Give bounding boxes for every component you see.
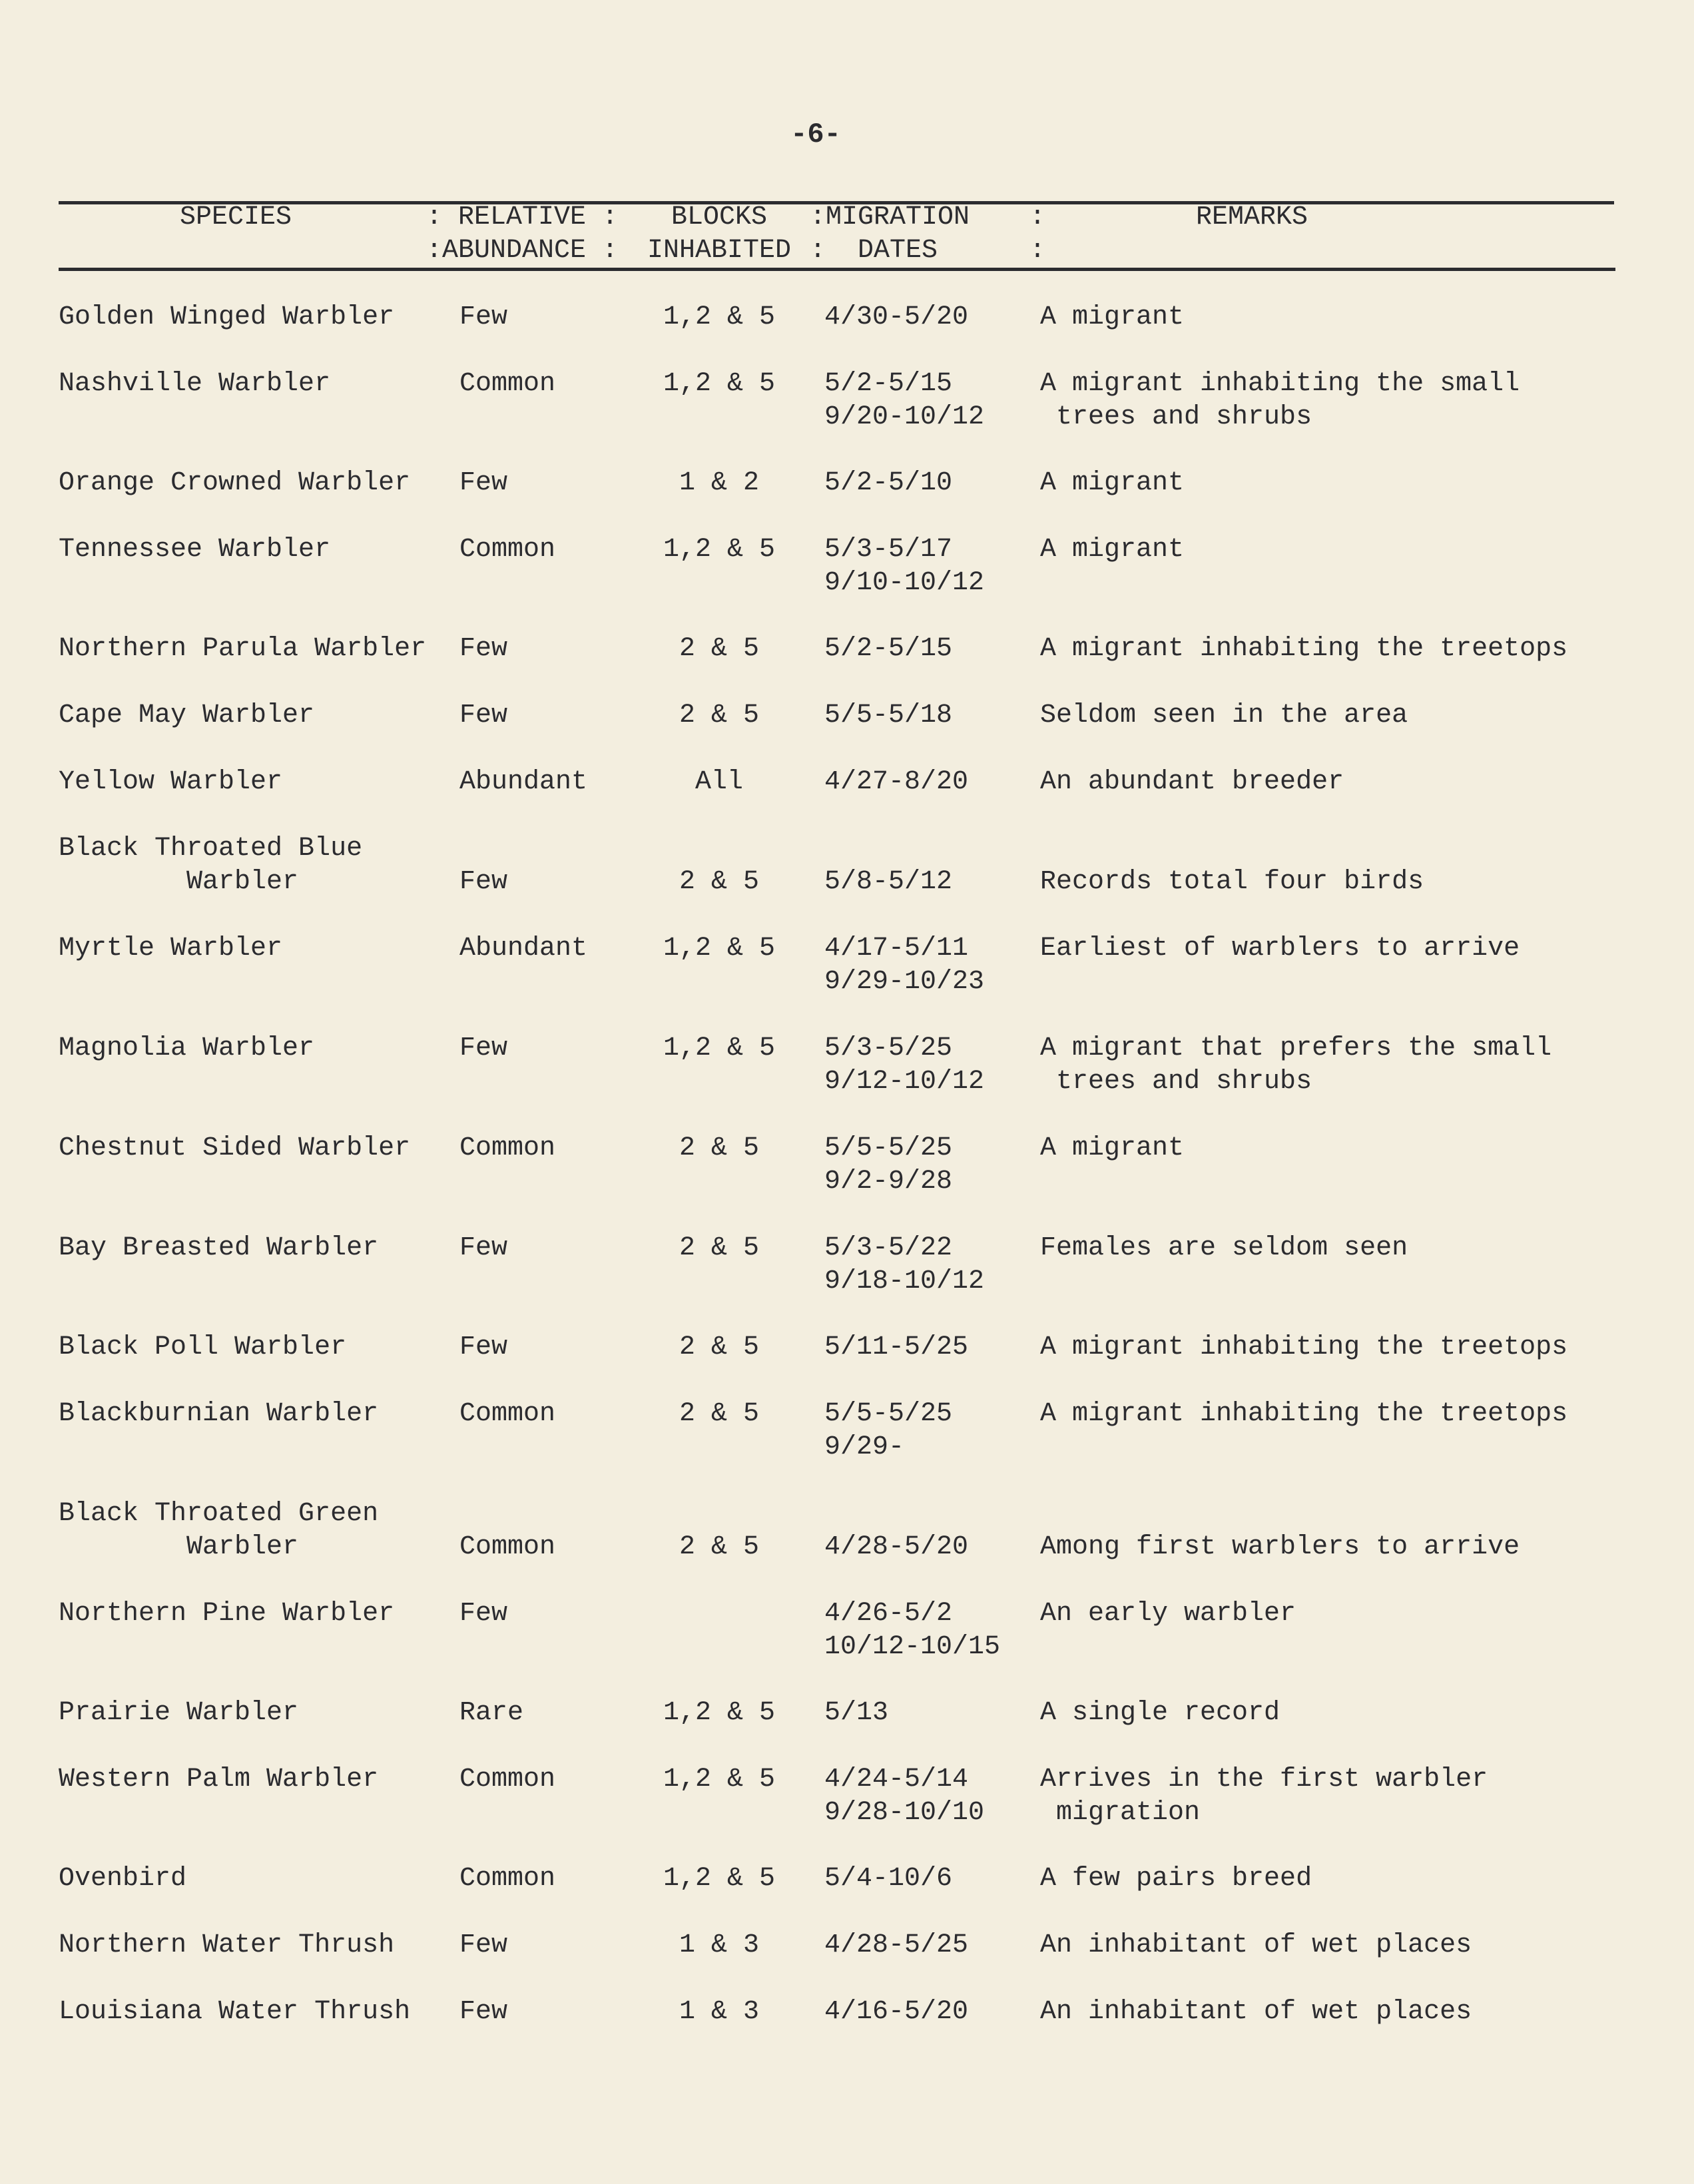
table-row	[0, 1697, 1694, 1763]
blocks-inhabited: 1,2 & 5	[663, 369, 776, 399]
blocks-inhabited: 2 & 5	[679, 1233, 760, 1263]
remarks: A single record	[1040, 1698, 1280, 1728]
relative-abundance: Few	[459, 1930, 508, 1960]
blocks-inhabited: 2 & 5	[679, 700, 760, 730]
remarks: A migrant that prefers the small trees and shrubs	[1040, 1033, 1552, 1097]
species-name: Orange Crowned Warbler	[59, 468, 411, 498]
blocks-inhabited: 1,2 & 5	[663, 1864, 776, 1894]
table-row	[0, 1929, 1694, 1996]
migration-dates: 4/17-5/11 9/29-10/23	[824, 934, 985, 997]
blocks-inhabited: 1,2 & 5	[663, 302, 776, 332]
migration-dates: 5/2-5/10	[824, 468, 953, 498]
remarks: A migrant	[1040, 468, 1185, 498]
header-bottom-rule	[59, 268, 1615, 271]
migration-dates: 4/27-8/20	[824, 767, 969, 797]
species-name: Black Throated Blue Warbler	[59, 834, 363, 897]
blocks-inhabited: 1 & 2	[679, 468, 760, 498]
remarks: Females are seldom seen	[1040, 1233, 1408, 1263]
blocks-inhabited: 2 & 5	[679, 867, 760, 897]
species-name: Louisiana Water Thrush	[59, 1997, 411, 2027]
blocks-inhabited: 2 & 5	[679, 1133, 760, 1163]
relative-abundance: Common	[459, 1399, 556, 1429]
migration-dates: 4/28-5/25	[824, 1930, 969, 1960]
migration-dates: 5/13	[824, 1698, 889, 1728]
remarks: A migrant inhabiting the small trees and shrubs	[1040, 369, 1520, 432]
relative-abundance: Abundant	[459, 767, 588, 797]
migration-dates: 5/5-5/25 9/2-9/28	[824, 1133, 953, 1197]
species-name: Yellow Warbler	[59, 767, 283, 797]
remarks: Among first warblers to arrive	[1040, 1532, 1520, 1562]
remarks: An abundant breeder	[1040, 767, 1344, 797]
blocks-inhabited: 1,2 & 5	[663, 1698, 776, 1728]
blocks-inhabited: 2 & 5	[679, 634, 760, 664]
species-name: Magnolia Warbler	[59, 1033, 315, 1063]
table-row	[0, 1996, 1694, 2062]
species-name: Nashville Warbler	[59, 369, 331, 399]
table-row	[0, 1398, 1694, 1464]
species-name: Myrtle Warbler	[59, 934, 283, 963]
relative-abundance: Common	[459, 1532, 556, 1562]
header-dates: :MIGRATION : DATES	[810, 202, 970, 266]
relative-abundance: Few	[459, 1599, 508, 1629]
header-abundance: : RELATIVE : :ABUNDANCE :	[426, 202, 619, 266]
remarks: Arrives in the first warbler migration	[1040, 1765, 1488, 1828]
species-name: Northern Pine Warbler	[59, 1599, 395, 1629]
migration-dates: 4/24-5/14 9/28-10/10	[824, 1765, 985, 1828]
relative-abundance: Few	[459, 1997, 508, 2027]
migration-dates: 5/2-5/15	[824, 634, 953, 664]
relative-abundance: Few	[459, 1233, 508, 1263]
migration-dates: 4/26-5/2 10/12-10/15	[824, 1599, 1001, 1662]
migration-dates: 5/3-5/25 9/12-10/12	[824, 1033, 985, 1097]
species-name: Northern Water Thrush	[59, 1930, 395, 1960]
migration-dates: 5/8-5/12	[824, 867, 953, 897]
remarks: An inhabitant of wet places	[1040, 1930, 1472, 1960]
migration-dates: 4/30-5/20	[824, 302, 969, 332]
table-row	[0, 699, 1694, 766]
blocks-inhabited: 2 & 5	[679, 1399, 760, 1429]
remarks: Earliest of warblers to arrive	[1040, 934, 1520, 963]
table-row	[0, 467, 1694, 533]
table-row	[0, 1032, 1694, 1099]
species-name: Black Throated Green Warbler	[59, 1499, 379, 1562]
migration-dates: 5/4-10/6	[824, 1864, 953, 1894]
species-name: Chestnut Sided Warbler	[59, 1133, 411, 1163]
species-name: Prairie Warbler	[59, 1698, 299, 1728]
table-row	[0, 832, 1694, 899]
table-row	[0, 533, 1694, 600]
relative-abundance: Abundant	[459, 934, 588, 963]
table-row	[0, 368, 1694, 434]
remarks: An inhabitant of wet places	[1040, 1997, 1472, 2027]
table-row	[0, 1862, 1694, 1929]
species-name: Northern Parula Warbler	[59, 634, 427, 664]
relative-abundance: Few	[459, 634, 508, 664]
remarks: A few pairs breed	[1040, 1864, 1312, 1894]
species-name: Golden Winged Warbler	[59, 302, 395, 332]
blocks-inhabited: 1 & 3	[679, 1997, 760, 2027]
remarks: A migrant	[1040, 302, 1185, 332]
relative-abundance: Few	[459, 1332, 508, 1362]
remarks: A migrant	[1040, 1133, 1185, 1163]
blocks-inhabited: 2 & 5	[679, 1332, 760, 1362]
table-row	[0, 1331, 1694, 1398]
blocks-inhabited: All	[695, 767, 743, 797]
header-remarks: REMARKS	[1196, 202, 1308, 232]
migration-dates: 4/16-5/20	[824, 1997, 969, 2027]
blocks-inhabited: 1,2 & 5	[663, 934, 776, 963]
relative-abundance: Few	[459, 867, 508, 897]
header-blocks: BLOCKS INHABITED	[647, 202, 792, 266]
blocks-inhabited: 1,2 & 5	[663, 1033, 776, 1063]
species-name: Ovenbird	[59, 1864, 187, 1894]
relative-abundance: Common	[459, 369, 556, 399]
relative-abundance: Common	[459, 1765, 556, 1794]
table-row	[0, 1763, 1694, 1830]
relative-abundance: Few	[459, 302, 508, 332]
species-name: Cape May Warbler	[59, 700, 315, 730]
relative-abundance: Few	[459, 700, 508, 730]
migration-dates: 5/2-5/15 9/20-10/12	[824, 369, 985, 432]
table-row	[0, 633, 1694, 699]
table-row	[0, 1132, 1694, 1199]
remarks: A migrant	[1040, 535, 1185, 565]
remarks: A migrant inhabiting the treetops	[1040, 634, 1568, 664]
migration-dates: 5/3-5/17 9/10-10/12	[824, 535, 985, 598]
blocks-inhabited: 1,2 & 5	[663, 1765, 776, 1794]
header-separator: : :	[1029, 202, 1046, 266]
table-row	[0, 1498, 1694, 1564]
migration-dates: 5/5-5/18	[824, 700, 953, 730]
relative-abundance: Few	[459, 468, 508, 498]
relative-abundance: Few	[459, 1033, 508, 1063]
species-name: Black Poll Warbler	[59, 1332, 347, 1362]
migration-dates: 5/11-5/25	[824, 1332, 969, 1362]
remarks: Records total four birds	[1040, 867, 1424, 897]
remarks: A migrant inhabiting the treetops	[1040, 1332, 1568, 1362]
migration-dates: 5/5-5/25 9/29-	[824, 1399, 953, 1462]
relative-abundance: Common	[459, 535, 556, 565]
blocks-inhabited: 1,2 & 5	[663, 535, 776, 565]
migration-dates: 5/3-5/22 9/18-10/12	[824, 1233, 985, 1296]
remarks: A migrant inhabiting the treetops	[1040, 1399, 1568, 1429]
table-row	[0, 301, 1694, 368]
blocks-inhabited: 1 & 3	[679, 1930, 760, 1960]
blocks-inhabited: 2 & 5	[679, 1532, 760, 1562]
species-name: Western Palm Warbler	[59, 1765, 379, 1794]
species-name: Bay Breasted Warbler	[59, 1233, 379, 1263]
table-row	[0, 1597, 1694, 1664]
relative-abundance: Common	[459, 1133, 556, 1163]
remarks: Seldom seen in the area	[1040, 700, 1408, 730]
relative-abundance: Common	[459, 1864, 556, 1894]
page-number: -6-	[790, 119, 841, 150]
relative-abundance: Rare	[459, 1698, 524, 1728]
species-name: Tennessee Warbler	[59, 535, 331, 565]
table-row	[0, 1232, 1694, 1298]
species-name: Blackburnian Warbler	[59, 1399, 379, 1429]
table-row	[0, 766, 1694, 832]
remarks: An early warbler	[1040, 1599, 1296, 1629]
header-species: SPECIES	[180, 202, 292, 232]
table-row	[0, 932, 1694, 999]
migration-dates: 4/28-5/20	[824, 1532, 969, 1562]
